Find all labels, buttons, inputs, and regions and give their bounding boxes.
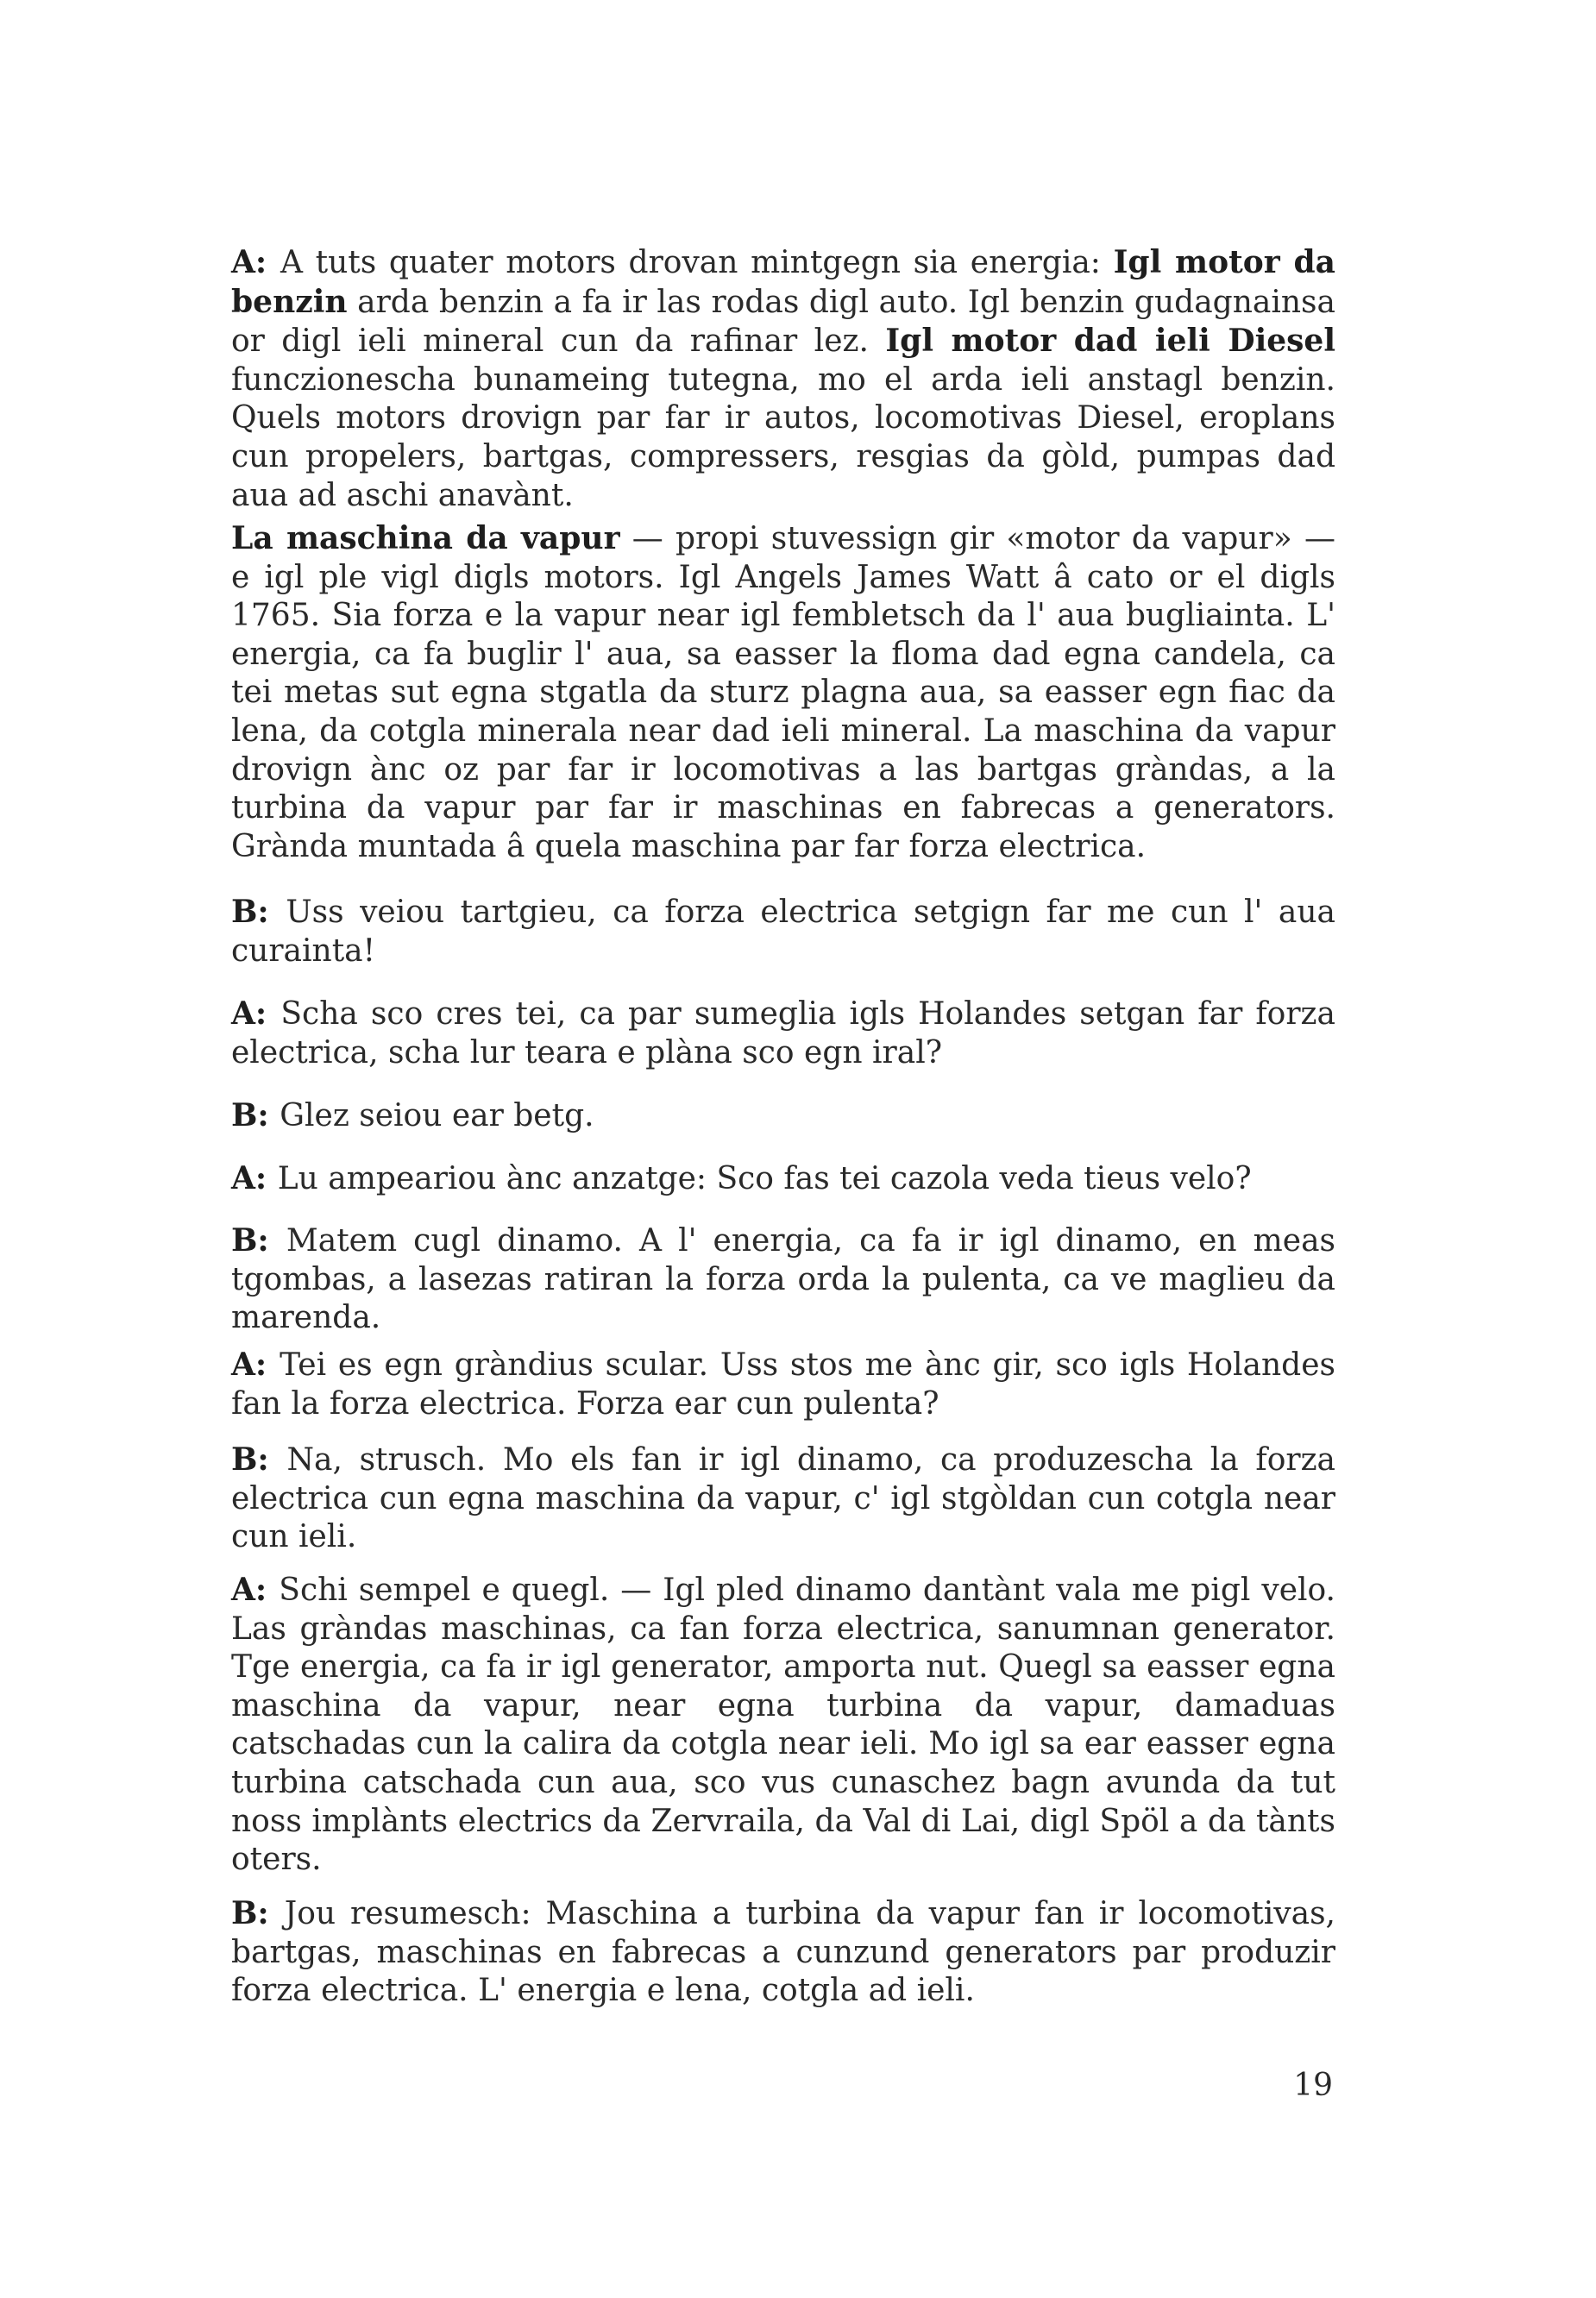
speaker-label: B: — [231, 1097, 280, 1133]
p11-block — [231, 1894, 1335, 2011]
term-motor-da-benzin: Igl motor da benzin — [231, 244, 1335, 320]
paragraph-1 — [231, 243, 1335, 515]
paragraph-9 — [231, 1441, 1335, 1557]
speaker-label: A: — [231, 244, 280, 280]
speaker-label: B: — [231, 1222, 286, 1259]
paragraph-4 — [231, 995, 1335, 1072]
text-segment: Matem cugl dinamo. A l' energia, ca fa ir igl dinamo, en meas tgombas, a lasezas ratiran la forza orda la pulenta, ca ve maglieu da marenda. — [231, 1223, 1336, 1336]
p5-block — [231, 1096, 1335, 1136]
speaker-label: A: — [231, 1347, 280, 1383]
p6-block — [231, 1159, 1335, 1199]
text-segment: Na, strusch. Mo els fan ir igl dinamo, ca produzescha la forza electrica cun egna maschina da vapur, c' igl stgòldan cun cotgla near cun ieli. — [231, 1442, 1336, 1555]
speaker-label: A: — [231, 995, 281, 1032]
p8-block — [231, 1346, 1335, 1423]
p9-block — [231, 1441, 1335, 1557]
text-segment: Uss veiou tartgieu, ca forza electrica setgign far me cun l' aua curainta! — [231, 895, 1336, 969]
speaker-label: A: — [231, 1572, 280, 1608]
speaker-label: B: — [231, 1895, 285, 1931]
text-segment: Scha sco cres tei, ca par sumeglia igls Holandes setgan far forza electrica, scha lur teara e plàna sco egn iral? — [231, 996, 1335, 1071]
text-segment: Jou resumesch: Maschina a turbina da vapur fan ir locomotivas, bartgas, maschinas en fabrecas a cunzund generators par produzir forza electrica. L' energia e lena, cotgla ad ieli. — [231, 1896, 1335, 2009]
speaker-label: B: — [231, 894, 286, 930]
text-segment: A tuts quater motors drovan mintgegn sia energia: — [280, 245, 1114, 280]
term-maschina-da-vapur: La maschina da vapur — [231, 520, 620, 556]
text-segment: Lu ampeariou ànc anzatge: Sco fas tei cazola veda tieus velo? — [277, 1161, 1252, 1196]
paragraph-3 — [231, 893, 1335, 970]
paragraph-5 — [231, 1096, 1335, 1136]
p2-block — [231, 519, 1335, 866]
p7-block — [231, 1221, 1335, 1338]
speaker-label: A: — [231, 1160, 278, 1196]
text-segment: arda benzin a fa ir las rodas digl auto. Igl benzin gudagnainsa or digl ieli mineral cun da rafinar lez. — [231, 284, 1335, 360]
paragraph-6 — [231, 1159, 1335, 1199]
term-motor-diesel: Igl motor dad ieli Diesel — [885, 323, 1336, 360]
page-number: 19 — [1293, 2068, 1333, 2103]
text-segment: funczionescha bunameing tutegna, mo el arda ieli anstagl benzin. Quels motors drovign par far ir autos, locomotivas Diesel, eroplans cun propelers, bartgas, compressers, resgias da gòld, pumpas dad aua ad aschi anavànt. — [231, 361, 1335, 513]
p4-block — [231, 995, 1335, 1072]
paragraph-8 — [231, 1346, 1335, 1423]
paragraph-7 — [231, 1221, 1335, 1338]
text-segment: — propi stuvessign gir «motor da vapur» — e igl ple vigl digls motors. Igl Angels James Watt â cato or el digls 1765. Sia forza e la vapur near igl fembletsch da l' aua bugliainta. L' energia, ca fa buglir l' aua, sa easser la floma dad egna candela, ca tei metas sut egna stgatla da sturz plagna aua, sa easser egn fiac da lena, da cotgla minerala near dad ieli mineral. La maschina da vapur drovign ànc oz par far ir locomotivas a las bartgas gràndas, a la turbina da vapur par far ir maschinas en fabrecas a generators. Grànda muntada â quela maschina par far forza electrica. — [231, 521, 1335, 864]
speaker-label: B: — [231, 1441, 287, 1478]
p3-block — [231, 893, 1335, 970]
paragraph-11 — [231, 1894, 1335, 2011]
text-segment: Schi sempel e quegl. — Igl pled dinamo dantànt vala me pigl velo. Las gràndas maschinas, ca fan forza electrica, sanumnan generator. Tge energia, ca fa ir igl generator, amporta nut. Quegl sa easser egna maschina da vapur, near egna turbina da vapur, damaduas catschadas cun la calira da cotgla near ieli. Mo igl sa ear easser egna turbina catschada cun aua, sco vus cunaschez bagn avunda da tut noss implànts electrics da Zervraila, da Val di Lai, digl Spöl a da tànts oters. — [231, 1573, 1335, 1878]
paragraph-10 — [231, 1571, 1335, 1880]
p10-block — [231, 1571, 1335, 1880]
text-segment: Tei es egn gràndius scular. Uss stos me ànc gir, sco igls Holandes fan la forza electrica. Forza ear cun pulenta? — [231, 1347, 1335, 1422]
paragraph-2 — [231, 519, 1335, 866]
p1-block — [231, 243, 1335, 515]
text-segment: Glez seiou ear betg. — [280, 1098, 594, 1133]
